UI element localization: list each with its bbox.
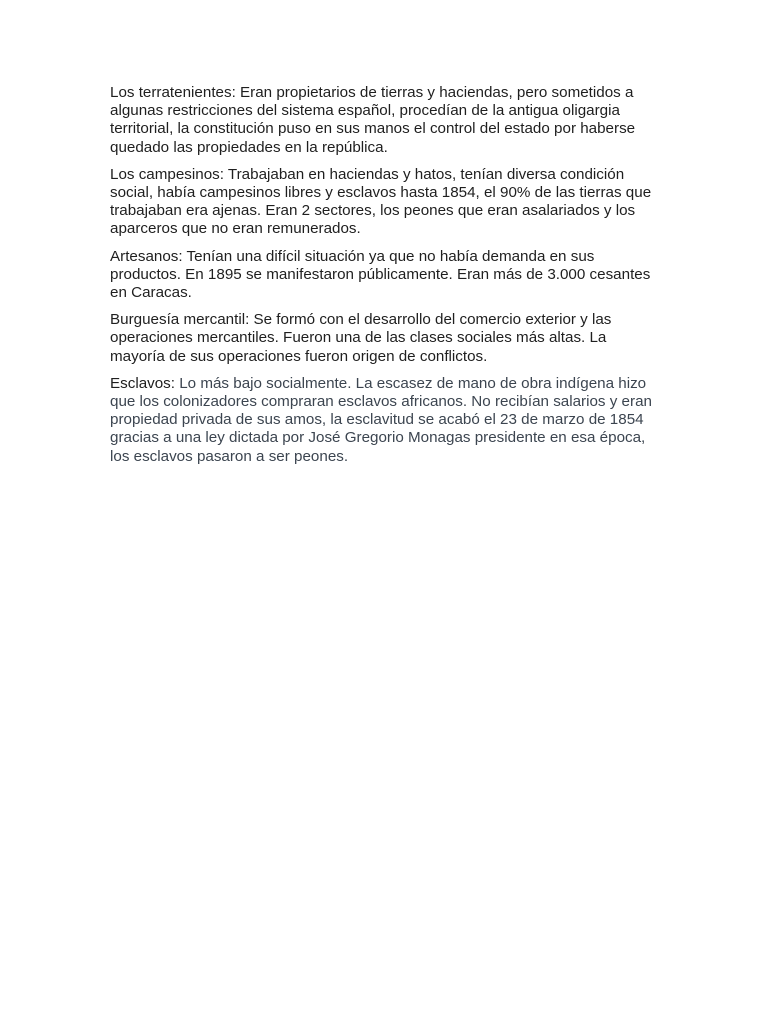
paragraph-campesinos: Los campesinos: Trabajaban en haciendas y hatos, tenían diversa condición social, había campesinos libres y esclavos hasta 1854, el 90% de las tierras que trabajaban era ajenas. Eran 2 sectores, los peones que eran asalariados y los aparceros que no eran remunerados. xyxy=(110,165,652,238)
esclavos-text: Lo más bajo socialmente. La escasez de mano de obra indígena hizo que los colonizadores compraran esclavos africanos. No recibían salarios y eran propiedad privada de sus amos, la esclavitud se acabó el 23 de marzo de 1854 gracias a una ley dictada por José Gregorio Monagas presidente en esa época, los esclavos pasaron a ser peones. xyxy=(110,374,652,465)
paragraph-burguesia-mercantil: Burguesía mercantil: Se formó con el desarrollo del comercio exterior y las operaciones mercantiles. Fueron una de las clases sociales más altas. La mayoría de sus operaciones fueron origen de conflictos. xyxy=(110,311,612,365)
esclavos-heading: Esclavos: xyxy=(110,374,180,392)
paragraph-artesanos: Artesanos: Tenían una difícil situación ya que no había demanda en sus productos. En 1895 se manifestaron públicamente. Eran más de 3.000 cesantes en Caracas. xyxy=(110,247,651,302)
paragraph-esclavos xyxy=(110,375,662,466)
paragraph-terratenientes: Los terratenientes: Eran propietarios de tierras y haciendas, pero sometidos a algunas restricciones del sistema español, procedían de la antigua oligargia territorial, la constitución puso en sus manos el control del estado por haberse quedado las propiedades en la república. xyxy=(110,84,636,156)
document-body xyxy=(110,84,662,475)
